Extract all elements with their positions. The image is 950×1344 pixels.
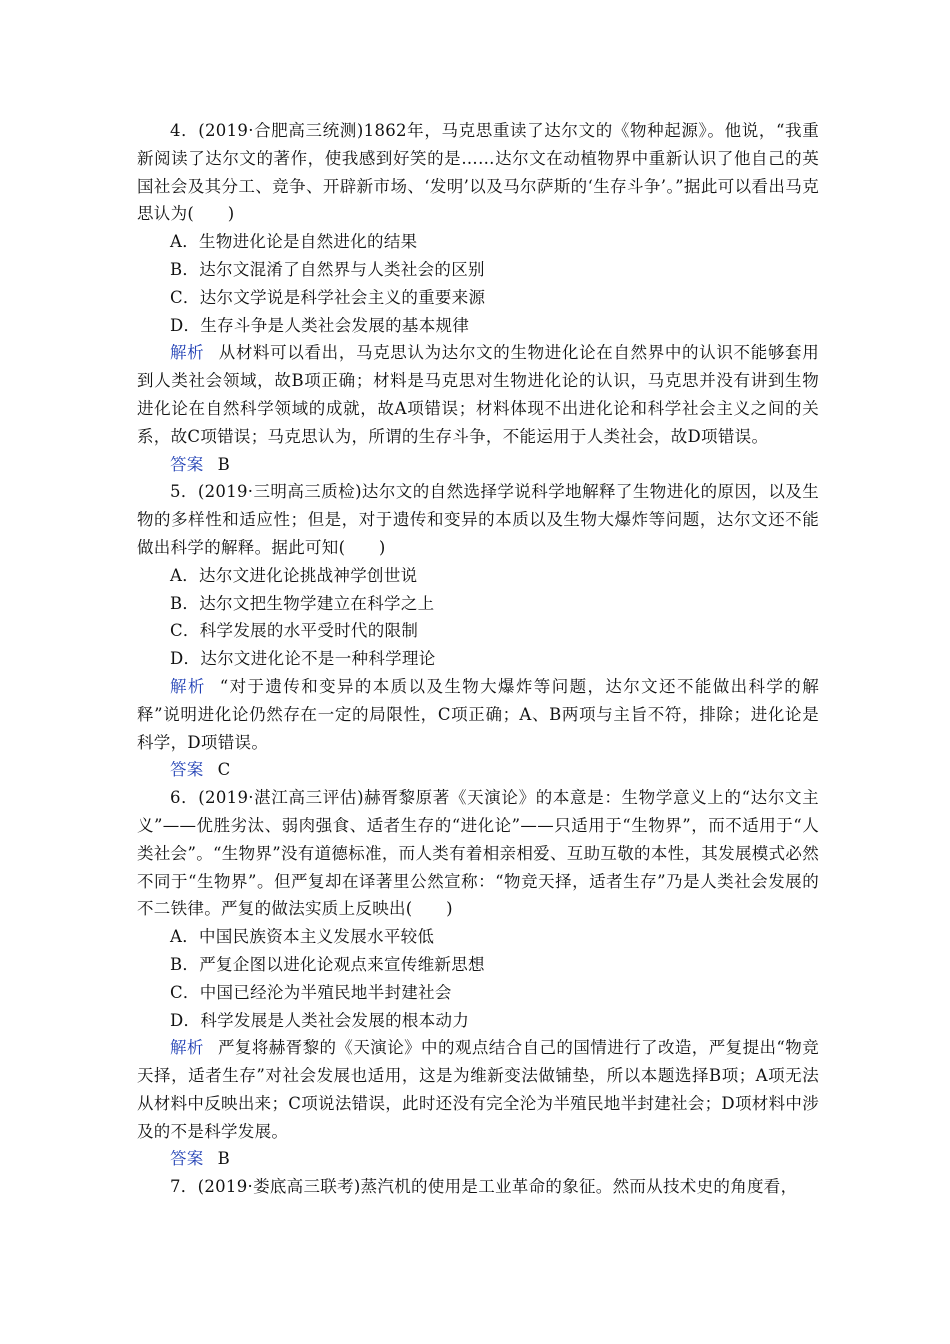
option-b: B．达尔文把生物学建立在科学之上 (170, 593, 435, 613)
analysis-label: 解析 (170, 343, 205, 363)
analysis-label: 解析 (170, 676, 206, 696)
analysis (137, 1034, 819, 1145)
answer-label: 答案 (170, 1149, 204, 1169)
answer-label: 答案 (170, 454, 204, 474)
option-b: B．达尔文混淆了自然界与人类社会的区别 (170, 259, 485, 279)
question-stem: 5．(2019·三明高三质检)达尔文的自然选择学说科学地解释了生物进化的原因，以及生物的多样性和适应性；但是，对于遗传和变异的本质以及生物大爆炸等问题，达尔文还不能做出科学的解释。据此可知( ) (137, 482, 819, 557)
analysis-text: “对于遗传和变异的本质以及生物大爆炸等问题，达尔文还不能做出科学的解释”说明进化论仍然存在一定的局限性，C项正确；A、B两项与主旨不符，排除；进化论是科学，D项错误。 (137, 676, 819, 752)
analysis-text: 严复将赫胥黎的《天演论》中的观点结合自己的国情进行了改造，严复提出“物竞天择，适者生存”对社会发展也适用，这是为维新变法做铺垫，所以本题选择B项；A项无法从材料中反映出来；C项说法错误，此时还没有完全沦为半殖民地半封建社会；D项材料中涉及的不是科学发展。 (137, 1038, 819, 1141)
question-stem: 4．(2019·合肥高三统测)1862年，马克思重读了达尔文的《物种起源》。他说，“我重新阅读了达尔文的著作，使我感到好笑的是……达尔文在动植物界中重新认识了他自己的英国社会及其分工、竞争、开辟新市场、‘发明’以及马尔萨斯的‘生存斗争’。”据此可以看出马克思认为( ) (137, 121, 819, 224)
answer (137, 1145, 819, 1173)
answer-value: B (217, 1149, 231, 1169)
option-d: D．生存斗争是人类社会发展的基本规律 (170, 315, 470, 335)
option-c: C．中国已经沦为半殖民地半封建社会 (170, 982, 452, 1002)
answer-value: C (217, 760, 231, 780)
analysis-text: 从材料可以看出，马克思认为达尔文的生物进化论在自然界中的认识不能够套用到人类社会领域，故B项正确；材料是马克思对生物进化论的认识，马克思并没有讲到生物进化论在自然科学领域的成就，故A项错误；材料体现不出进化论和科学社会主义之间的关系，故C项错误；马克思认为，所谓的生存斗争，不能运用于人类社会，故D项错误。 (137, 343, 819, 446)
question-content (137, 117, 819, 1201)
analysis (137, 339, 819, 450)
answer (137, 756, 819, 784)
option-a: A．生物进化论是自然进化的结果 (170, 232, 418, 252)
question-7 (137, 1173, 819, 1201)
option-d: D．科学发展是人类社会发展的根本动力 (170, 1010, 470, 1030)
answer (137, 451, 819, 479)
analysis (137, 673, 819, 756)
option-a: A．达尔文进化论挑战神学创世说 (170, 565, 418, 585)
option-c: C．达尔文学说是科学社会主义的重要来源 (170, 287, 486, 307)
option-c: C．科学发展的水平受时代的限制 (170, 621, 419, 641)
question-5 (137, 478, 819, 784)
question-stem: 6．(2019·湛江高三评估)赫胥黎原著《天演论》的本意是：生物学意义上的“达尔文主义”——优胜劣汰、弱肉强食、适者生存的“进化论”——只适用于“生物界”，而不适用于“人类社会”。“生物界”没有道德标准，而人类有着相亲相爱、互助互敬的本性，其发展模式必然不同于“生物界”。但严复却在译著里公然宣称：“物竞天择，适者生存”乃是人类社会发展的不二铁律。严复的做法实质上反映出( ) (137, 788, 819, 919)
option-b: B．严复企图以进化论观点来宣传维新思想 (170, 954, 485, 974)
option-a: A．中国民族资本主义发展水平较低 (170, 927, 435, 947)
analysis-label: 解析 (170, 1038, 204, 1058)
question-stem: 7．(2019·娄底高三联考)蒸汽机的使用是工业革命的象征。然而从技术史的角度看， (170, 1177, 798, 1197)
answer-label: 答案 (170, 760, 204, 780)
option-d: D．达尔文进化论不是一种科学理论 (170, 649, 436, 669)
answer-value: B (217, 454, 231, 474)
question-4 (137, 117, 819, 478)
question-6 (137, 784, 819, 1173)
